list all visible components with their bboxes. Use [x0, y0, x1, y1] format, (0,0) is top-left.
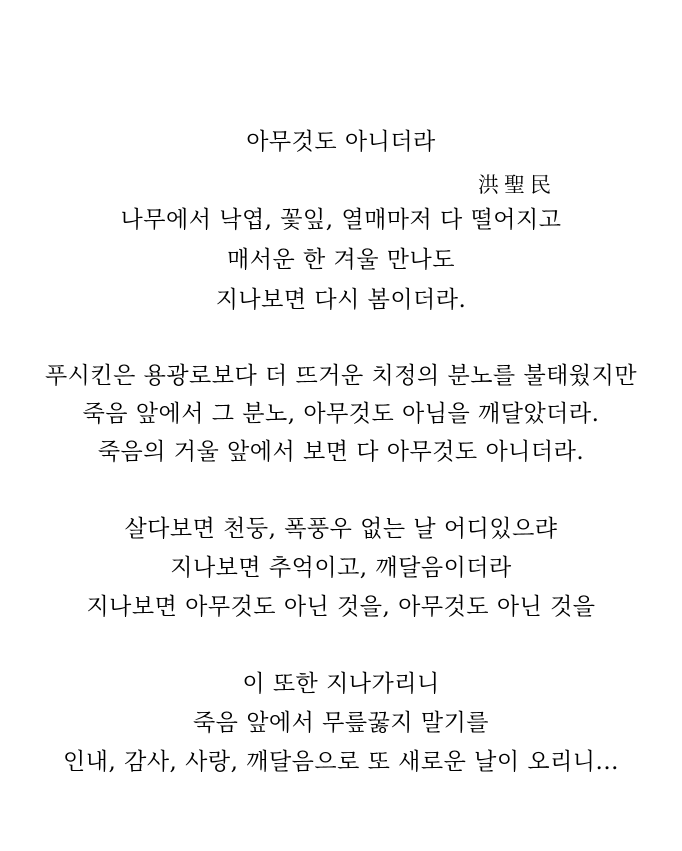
poem-line: 죽음 앞에서 그 분노, 아무것도 아님을 깨달았더라. — [82, 401, 600, 427]
poem-line: 죽음 앞에서 무릎꿇지 말기를 — [192, 710, 490, 736]
poem-line: 푸시킨은 용광로보다 더 뜨거운 치정의 분노를 불태웠지만 — [44, 363, 638, 389]
poem-line: 매서운 한 겨울 만나도 — [227, 247, 455, 273]
poem-line: 죽음의 거울 앞에서 보면 다 아무것도 아니더라. — [97, 439, 585, 465]
poem-line: 지나보면 추억이고, 깨달음이더라 — [170, 555, 512, 581]
poem-line: 지나보면 다시 봄이더라. — [215, 287, 467, 313]
poem-author: 洪聖民 — [478, 173, 556, 197]
poem-line: 지나보면 아무것도 아닌 것을, 아무것도 아닌 것을 — [86, 594, 596, 620]
poem-line: 인내, 감사, 사랑, 깨달음으로 또 새로운 날이 오리니... — [63, 749, 619, 775]
poem-line: 이 또한 지나가리니 — [242, 671, 440, 697]
poem-title: 아무것도 아니더라 — [246, 129, 436, 155]
poem-line: 나무에서 낙엽, 꽃잎, 열매마저 다 떨어지고 — [120, 207, 562, 233]
poem-line: 살다보면 천둥, 폭풍우 없는 날 어디있으랴 — [124, 516, 558, 542]
